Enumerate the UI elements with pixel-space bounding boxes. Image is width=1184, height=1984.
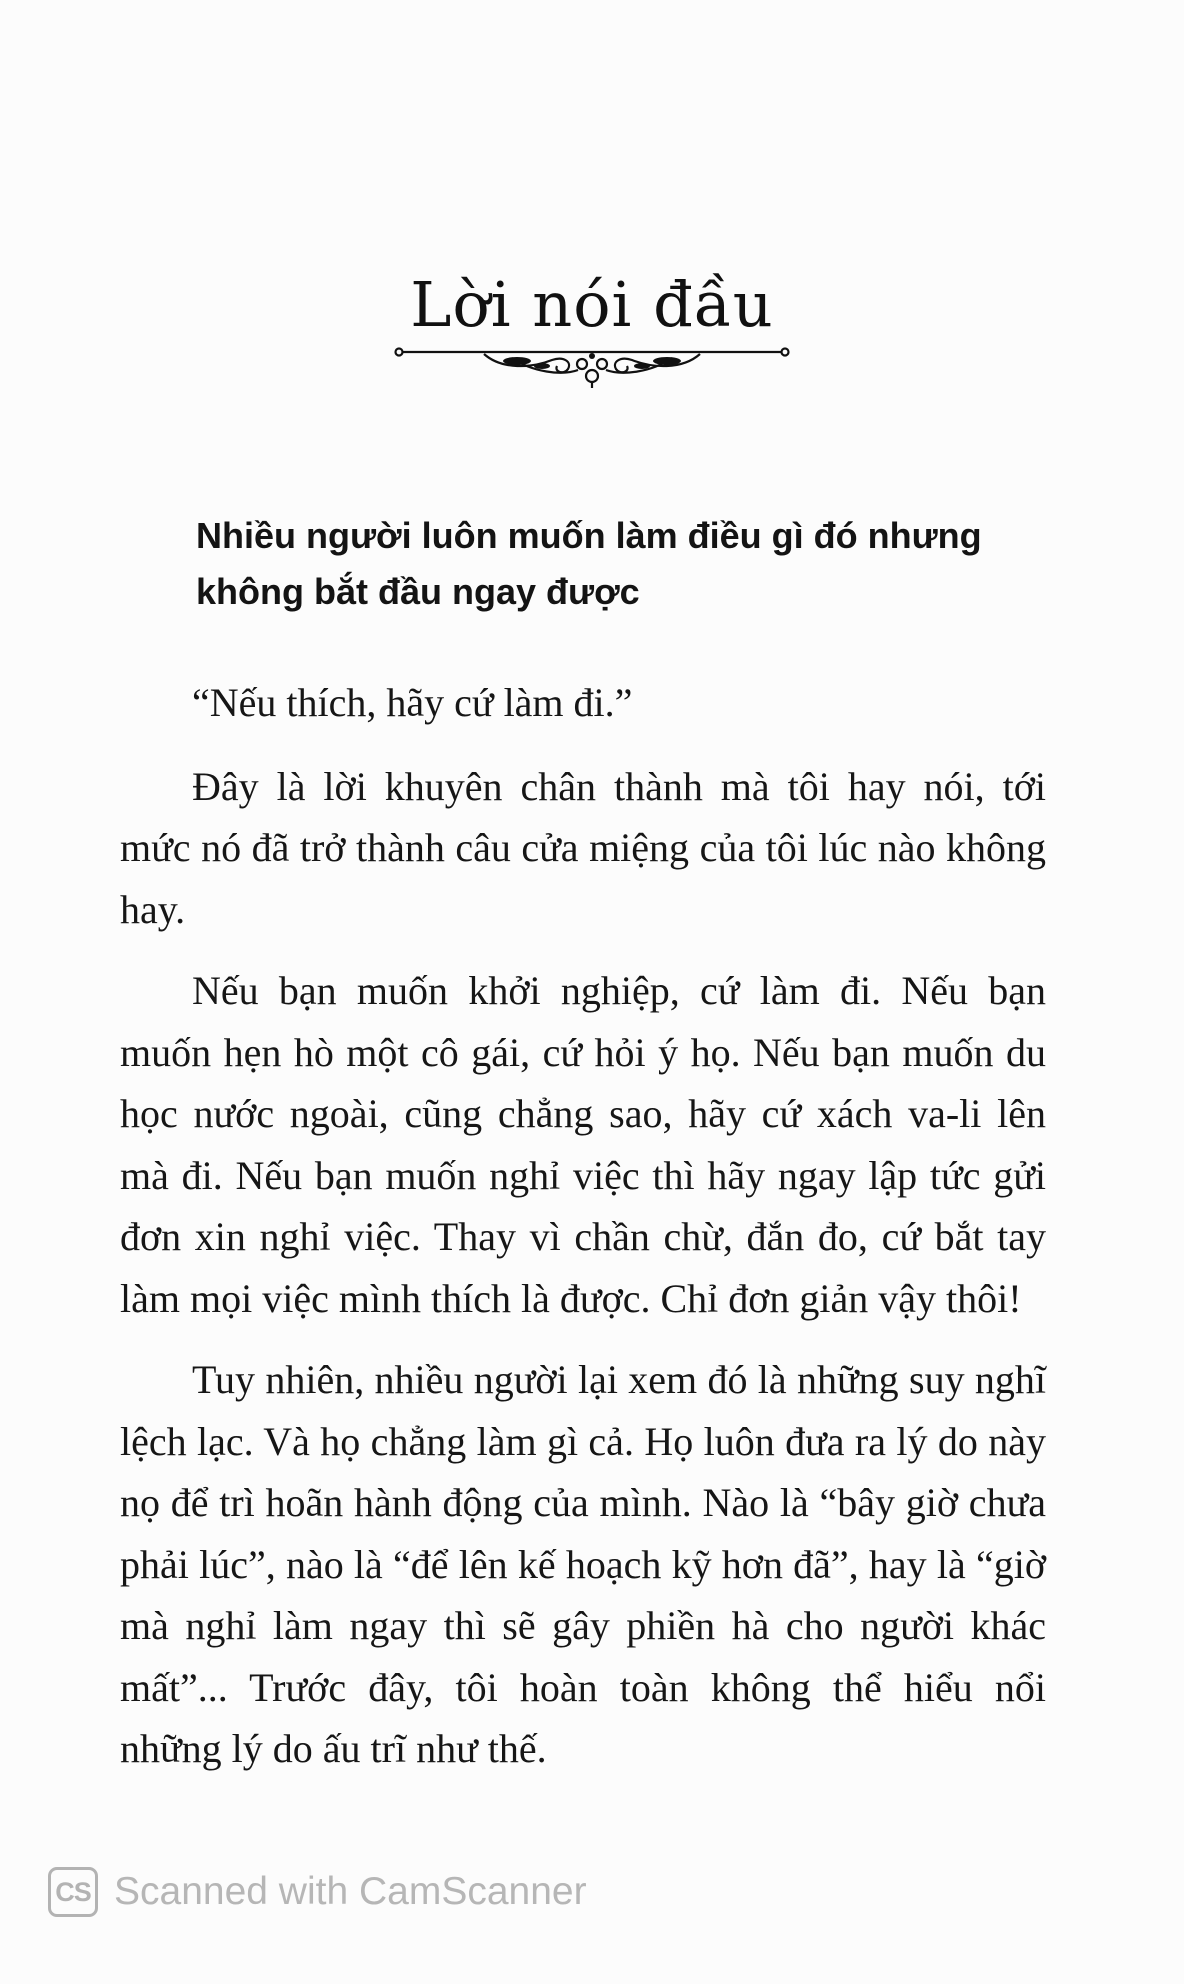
- section-subtitle: Nhiều người luôn muốn làm điều gì đó nhưng không bắt đầu ngay được: [196, 515, 982, 612]
- camscanner-logo-icon: CS: [48, 1867, 98, 1917]
- body-text: [120, 672, 1046, 1800]
- paragraph: “Nếu thích, hãy cứ làm đi.”: [192, 680, 633, 725]
- paragraph: Tuy nhiên, nhiều người lại xem đó là những suy nghĩ lệch lạc. Và họ chẳng làm gì cả. Họ luôn đưa ra lý do này nọ để trì hoãn hành động của mình. Nào là “bây giờ chưa phải lúc”, nào là “để lên kế hoạch kỹ hơn đã”, hay là “giờ mà nghỉ làm ngay thì sẽ gây phiền hà cho người khác mất”... Trước đây, tôi hoàn toàn không thể hiểu nổi những lý do ấu trĩ như thế.: [120, 1357, 1046, 1771]
- paragraph: Đây là lời khuyên chân thành mà tôi hay nói, tới mức nó đã trở thành câu cửa miệng của tôi lúc nào không hay.: [120, 763, 1046, 932]
- watermark-text: Scanned with CamScanner: [114, 1870, 587, 1913]
- paragraph: Nếu bạn muốn khởi nghiệp, cứ làm đi. Nếu bạn muốn hẹn hò một cô gái, cứ hỏi ý họ. Nếu bạn muốn du học nước ngoài, cũng chẳng sao, hãy cứ xách va-li lên mà đi. Nếu bạn muốn nghỉ việc thì hãy ngay lập tức gửi đơn xin nghỉ việc. Thay vì chần chừ, đắn đo, cứ bắt tay làm mọi việc mình thích là được. Chỉ đơn giản vậy thôi!: [120, 968, 1046, 1321]
- scanner-watermark: [48, 1862, 587, 1922]
- title-ornament: [392, 342, 792, 392]
- page-title: Lời nói đầu: [410, 268, 774, 341]
